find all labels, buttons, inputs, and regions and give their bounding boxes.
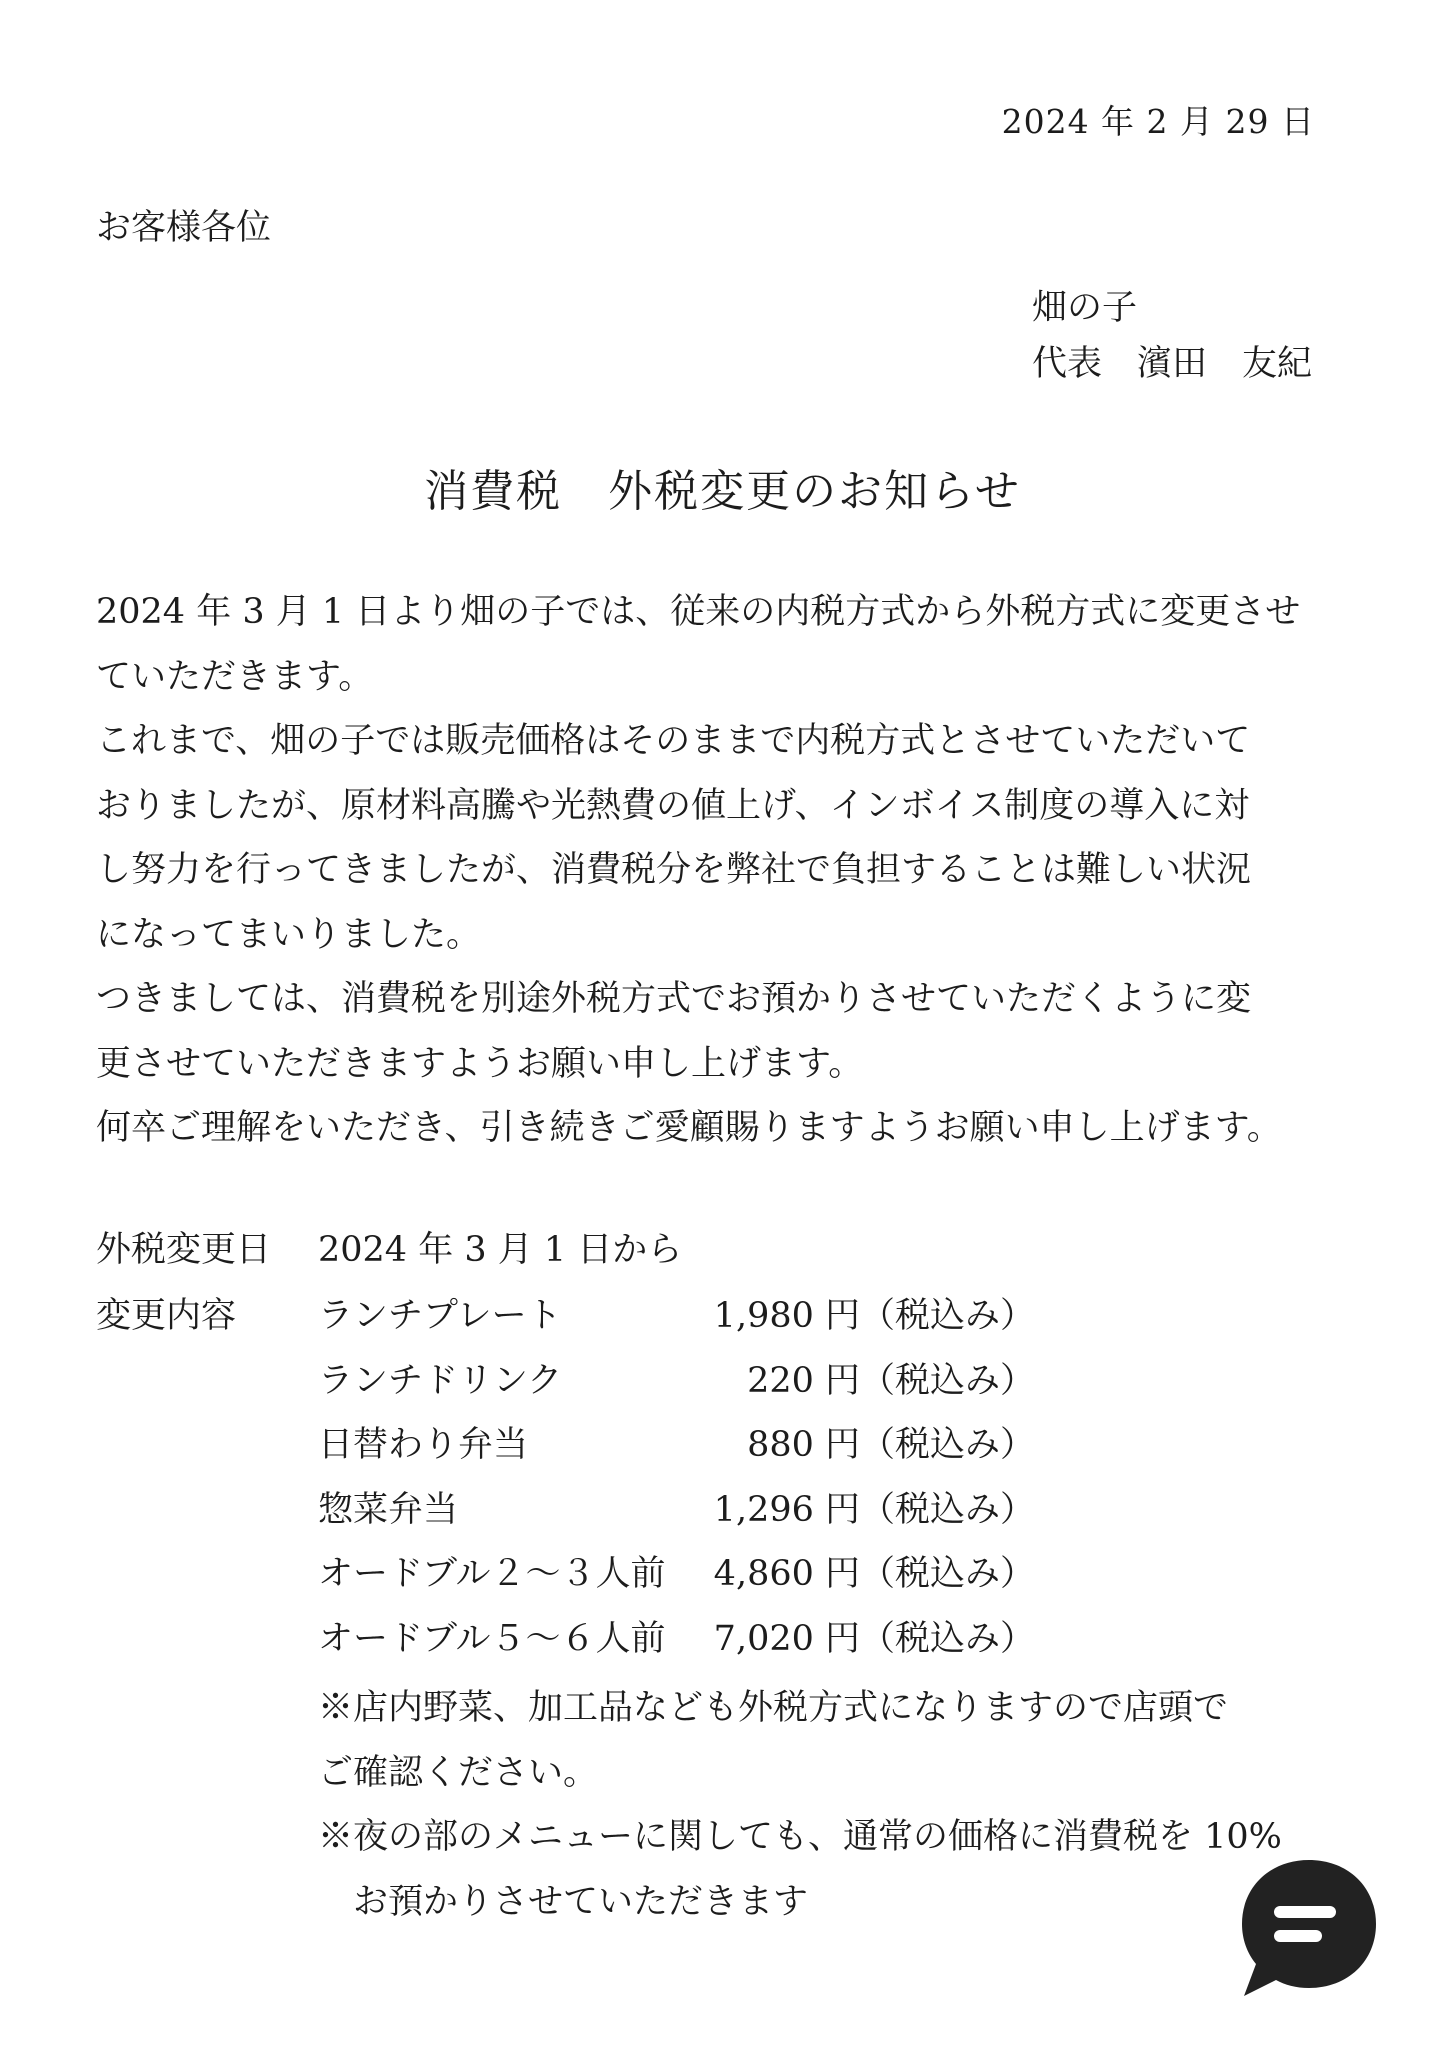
body-line: 何卒ご理解をいただき、引き続きご愛顧賜りますようお願い申し上げます。 xyxy=(96,1108,1282,1148)
sender-organization: 畑の子 xyxy=(1032,288,1138,328)
body-text xyxy=(96,580,1346,1161)
chat-button[interactable] xyxy=(1236,1854,1382,2000)
price-row xyxy=(318,1611,1035,1676)
item-tax-note: （税込み） xyxy=(860,1489,1036,1530)
item-tax-note: （税込み） xyxy=(860,1618,1036,1659)
item-name: オードブル２～３人前 xyxy=(318,1554,666,1594)
item-price: 4,860 円 xyxy=(713,1554,860,1594)
item-price: 220 円 xyxy=(747,1360,860,1401)
price-row xyxy=(318,1288,1035,1353)
price-row xyxy=(318,1546,1035,1611)
body-line: になってまいりました。 xyxy=(96,914,482,955)
document-title: 消費税 外税変更のお知らせ xyxy=(424,466,1021,517)
item-price: 880 円 xyxy=(747,1425,860,1465)
body-line: し努力を行ってきましたが、消費税分を弊社で負担することは難しい状況 xyxy=(96,850,1252,890)
item-price: 1,296 円 xyxy=(713,1489,860,1530)
item-tax-note: （税込み） xyxy=(860,1425,1036,1465)
item-tax-note: （税込み） xyxy=(860,1296,1036,1336)
price-row xyxy=(318,1417,1035,1482)
note-line: ご確認ください。 xyxy=(318,1752,599,1793)
note-line: ※店内野菜、加工品なども外税方式になりますので店頭で xyxy=(318,1688,1229,1728)
body-line: これまで、畑の子では販売価格はそのままで内税方式とさせていただいて xyxy=(96,721,1251,761)
item-price: 1,980 円 xyxy=(713,1296,860,1336)
chat-bubble-icon xyxy=(1236,1854,1382,2000)
body-line: 更させていただきますようお願い申し上げます。 xyxy=(96,1043,864,1084)
body-line: おりましたが、原材料高騰や光熱費の値上げ、インボイス制度の導入に対 xyxy=(96,785,1250,826)
price-row xyxy=(318,1482,1035,1547)
notes xyxy=(318,1676,1282,1934)
item-name: 惣菜弁当 xyxy=(318,1489,459,1530)
change-content-label: 変更内容 xyxy=(96,1296,237,1336)
change-date-row xyxy=(96,1222,682,1272)
change-date-label: 外税変更日 xyxy=(96,1230,272,1270)
change-date-value: 2024 年 3 月 1 日から xyxy=(318,1230,683,1270)
body-line: ていただきます。 xyxy=(96,656,374,697)
note-line: ※夜の部のメニューに関しても、通常の価格に消費税を 10% xyxy=(318,1817,1282,1857)
item-price: 7,020 円 xyxy=(713,1618,860,1659)
document-date: 2024 年 2 月 29 日 xyxy=(1001,102,1315,141)
sender-representative: 代表 濱田 友紀 xyxy=(1032,344,1313,384)
item-tax-note: （税込み） xyxy=(860,1360,1036,1401)
item-name: ランチプレート xyxy=(318,1296,562,1336)
item-name: オードブル５～６人前 xyxy=(318,1618,666,1659)
body-line: 2024 年 3 月 1 日より畑の子では、従来の内税方式から外税方式に変更させ xyxy=(96,592,1301,632)
item-name: 日替わり弁当 xyxy=(318,1425,529,1465)
recipient: お客様各位 xyxy=(96,208,272,248)
body-line: つきましては、消費税を別途外税方式でお預かりさせていただくように変 xyxy=(96,979,1252,1019)
note-line: お預かりさせていただきます xyxy=(318,1881,809,1922)
price-list xyxy=(318,1288,1035,1675)
item-name: ランチドリンク xyxy=(318,1360,563,1401)
item-tax-note: （税込み） xyxy=(860,1554,1036,1594)
sender-block xyxy=(1032,280,1312,392)
price-row xyxy=(318,1353,1035,1418)
